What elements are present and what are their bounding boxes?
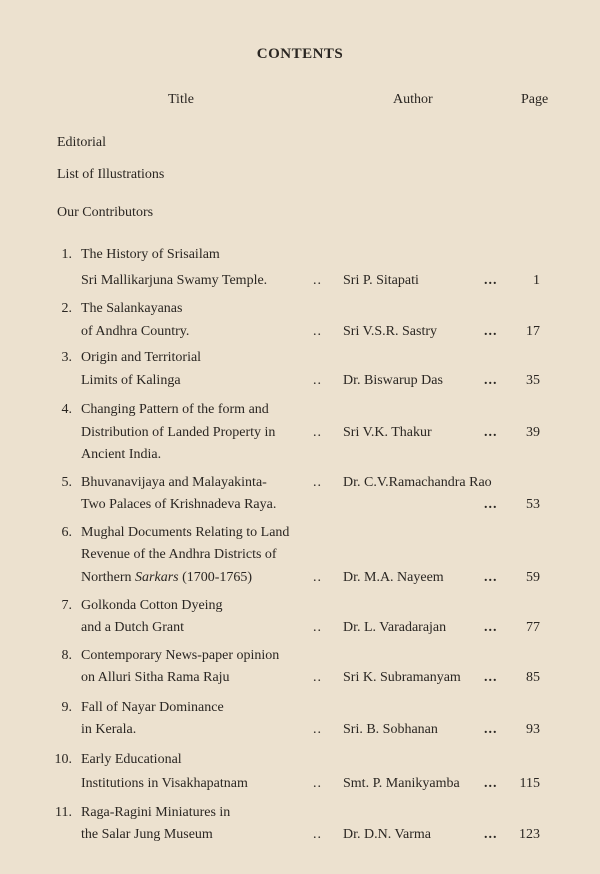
front-matter-contributors: Our Contributors bbox=[57, 205, 154, 220]
dot-leader: ... bbox=[484, 570, 498, 585]
entry-page: 85 bbox=[526, 670, 540, 685]
dot-leader: .. bbox=[313, 620, 322, 635]
entry-page: 115 bbox=[519, 776, 540, 791]
dot-leader: .. bbox=[313, 324, 322, 339]
dot-leader: ... bbox=[484, 273, 498, 288]
entry-title-line: Distribution of Landed Property in bbox=[81, 425, 276, 440]
entry-title-line: Mughal Documents Relating to Land bbox=[81, 525, 290, 540]
entry-author: Dr. M.A. Nayeem bbox=[343, 570, 444, 585]
entry-number: 7. bbox=[61, 598, 72, 613]
entry-author: Dr. Biswarup Das bbox=[343, 373, 443, 388]
entry-number: 8. bbox=[61, 648, 72, 663]
entry-page: 123 bbox=[519, 827, 540, 842]
entry-page: 59 bbox=[526, 570, 540, 585]
entry-author: Sri K. Subramanyam bbox=[343, 670, 461, 685]
entry-title-line: Origin and Territorial bbox=[81, 350, 202, 365]
entry-number: 2. bbox=[61, 301, 72, 316]
entry-title-line: Early Educational bbox=[81, 752, 182, 767]
entry-page: 1 bbox=[533, 273, 540, 288]
entry-title-line bbox=[81, 567, 252, 589]
dot-leader: .. bbox=[313, 425, 322, 440]
entry-number: 10. bbox=[54, 752, 72, 767]
dot-leader: .. bbox=[313, 670, 322, 685]
entry-number: 4. bbox=[61, 402, 72, 417]
entry-title-line: Limits of Kalinga bbox=[81, 373, 181, 388]
dot-leader: .. bbox=[313, 827, 322, 842]
dot-leader: ... bbox=[484, 324, 498, 339]
page-title: CONTENTS bbox=[256, 46, 344, 62]
entry-author: Sri V.K. Thakur bbox=[343, 425, 432, 440]
dot-leader: ... bbox=[484, 425, 498, 440]
entry-author: Dr. L. Varadarajan bbox=[343, 620, 447, 635]
dot-leader: ... bbox=[484, 827, 498, 842]
entry-author: Smt. P. Manikyamba bbox=[343, 776, 460, 791]
entry-number: 1. bbox=[61, 247, 72, 262]
dot-leader: .. bbox=[313, 273, 322, 288]
entry-author: Dr. D.N. Varma bbox=[343, 827, 432, 842]
entry-page: 77 bbox=[526, 620, 540, 635]
entry-title-line: the Salar Jung Museum bbox=[81, 827, 213, 842]
entry-author: Sri P. Sitapati bbox=[343, 273, 419, 288]
entry-author: Sri V.S.R. Sastry bbox=[343, 324, 438, 339]
entry-number: 9. bbox=[61, 700, 72, 715]
entry-page: 17 bbox=[526, 324, 540, 339]
front-matter-illustrations: List of Illustrations bbox=[57, 167, 165, 182]
column-header-page: Page bbox=[521, 92, 549, 107]
dot-leader: .. bbox=[313, 570, 322, 585]
dot-leader: ... bbox=[484, 776, 498, 791]
entry-title-line: Sri Mallikarjuna Swamy Temple. bbox=[81, 273, 268, 288]
entry-number: 3. bbox=[61, 350, 72, 365]
dot-leader: ... bbox=[484, 373, 498, 388]
entry-title-line: Institutions in Visakhapatnam bbox=[81, 776, 248, 791]
entry-page: 39 bbox=[526, 425, 540, 440]
entry-title-text: Northern bbox=[81, 570, 136, 585]
column-header-author: Author bbox=[393, 92, 433, 107]
dot-leader: .. bbox=[313, 373, 322, 388]
dot-leader: .. bbox=[313, 722, 322, 737]
dot-leader: ... bbox=[484, 722, 498, 737]
front-matter-editorial: Editorial bbox=[57, 135, 106, 150]
entry-number: 6. bbox=[61, 525, 72, 540]
entry-title-italic: Sarkars bbox=[135, 570, 179, 585]
dot-leader: .. bbox=[313, 475, 322, 490]
entry-title-line: The Salankayanas bbox=[81, 301, 183, 316]
dot-leader: .. bbox=[313, 776, 322, 791]
entry-title-line: Revenue of the Andhra Districts of bbox=[81, 547, 277, 562]
dot-leader: ... bbox=[484, 670, 498, 685]
entry-page: 93 bbox=[526, 722, 540, 737]
entry-author: Dr. C.V.Ramachandra Rao bbox=[343, 475, 492, 490]
entry-author: Sri. B. Sobhanan bbox=[343, 722, 438, 737]
entry-title-line: Bhuvanavijaya and Malayakinta- bbox=[81, 475, 267, 490]
entry-title-line: Fall of Nayar Dominance bbox=[81, 700, 224, 715]
entry-title-line: Ancient India. bbox=[81, 447, 162, 462]
entry-title-line: Two Palaces of Krishnadeva Raya. bbox=[81, 497, 277, 512]
entry-title-line: Raga-Ragini Miniatures in bbox=[81, 805, 231, 820]
entry-page: 53 bbox=[526, 497, 540, 512]
dot-leader: ... bbox=[484, 620, 498, 635]
entry-number: 5. bbox=[61, 475, 72, 490]
column-header-title: Title bbox=[168, 92, 194, 107]
entry-title-line: Contemporary News-paper opinion bbox=[81, 648, 280, 663]
entry-title-line: Golkonda Cotton Dyeing bbox=[81, 598, 223, 613]
entry-title-line: The History of Srisailam bbox=[81, 247, 220, 262]
entry-title-line: Changing Pattern of the form and bbox=[81, 402, 269, 417]
entry-page: 35 bbox=[526, 373, 540, 388]
entry-number: 11. bbox=[55, 805, 72, 820]
dot-leader: ... bbox=[484, 497, 498, 512]
entry-title-line: and a Dutch Grant bbox=[81, 620, 185, 635]
entry-title-text: (1700-1765) bbox=[178, 570, 253, 585]
entry-title-line: on Alluri Sitha Rama Raju bbox=[81, 670, 230, 685]
entry-title-line: of Andhra Country. bbox=[81, 324, 190, 339]
entry-title-line: in Kerala. bbox=[81, 722, 137, 737]
